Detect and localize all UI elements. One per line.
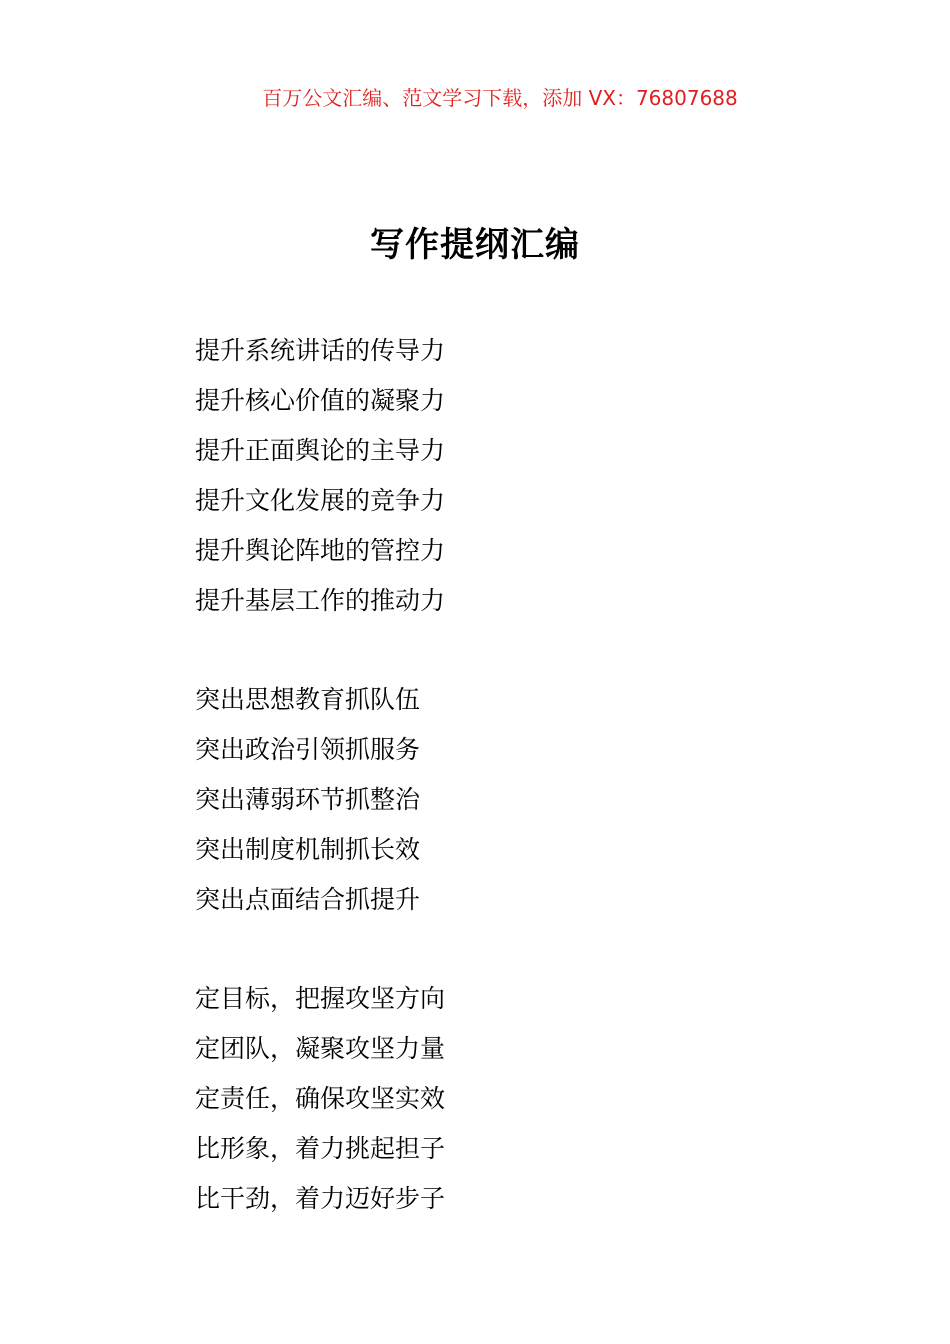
page-title: 写作提纲汇编 — [370, 225, 580, 265]
outline-line: 突出薄弱环节抓整治 — [195, 785, 421, 814]
outline-line: 突出政治引领抓服务 — [195, 735, 421, 764]
outline-line: 定目标，把握攻坚方向 — [195, 984, 446, 1013]
outline-line: 比形象，着力挑起担子 — [195, 1134, 446, 1163]
outline-line: 突出思想教育抓队伍 — [195, 685, 421, 714]
outline-line: 定团队，凝聚攻坚力量 — [195, 1034, 446, 1063]
outline-group-3 — [195, 974, 795, 1224]
outline-content — [195, 326, 795, 1273]
outline-line: 突出点面结合抓提升 — [195, 885, 421, 914]
outline-group-1 — [195, 326, 795, 626]
outline-line: 定责任，确保攻坚实效 — [195, 1084, 446, 1113]
outline-group-2 — [195, 675, 795, 925]
outline-line: 提升文化发展的竞争力 — [195, 486, 446, 515]
outline-line: 比干劲，着力迈好步子 — [195, 1184, 446, 1213]
outline-line: 提升系统讲话的传导力 — [195, 336, 446, 365]
outline-line: 提升基层工作的推动力 — [195, 586, 446, 615]
outline-line: 提升核心价值的凝聚力 — [195, 386, 446, 415]
header-note: 百万公文汇编、范文学习下载，添加 VX：76807688 — [262, 86, 738, 110]
outline-line: 突出制度机制抓长效 — [195, 835, 421, 864]
outline-line: 提升舆论阵地的管控力 — [195, 536, 446, 565]
outline-line: 提升正面舆论的主导力 — [195, 436, 446, 465]
